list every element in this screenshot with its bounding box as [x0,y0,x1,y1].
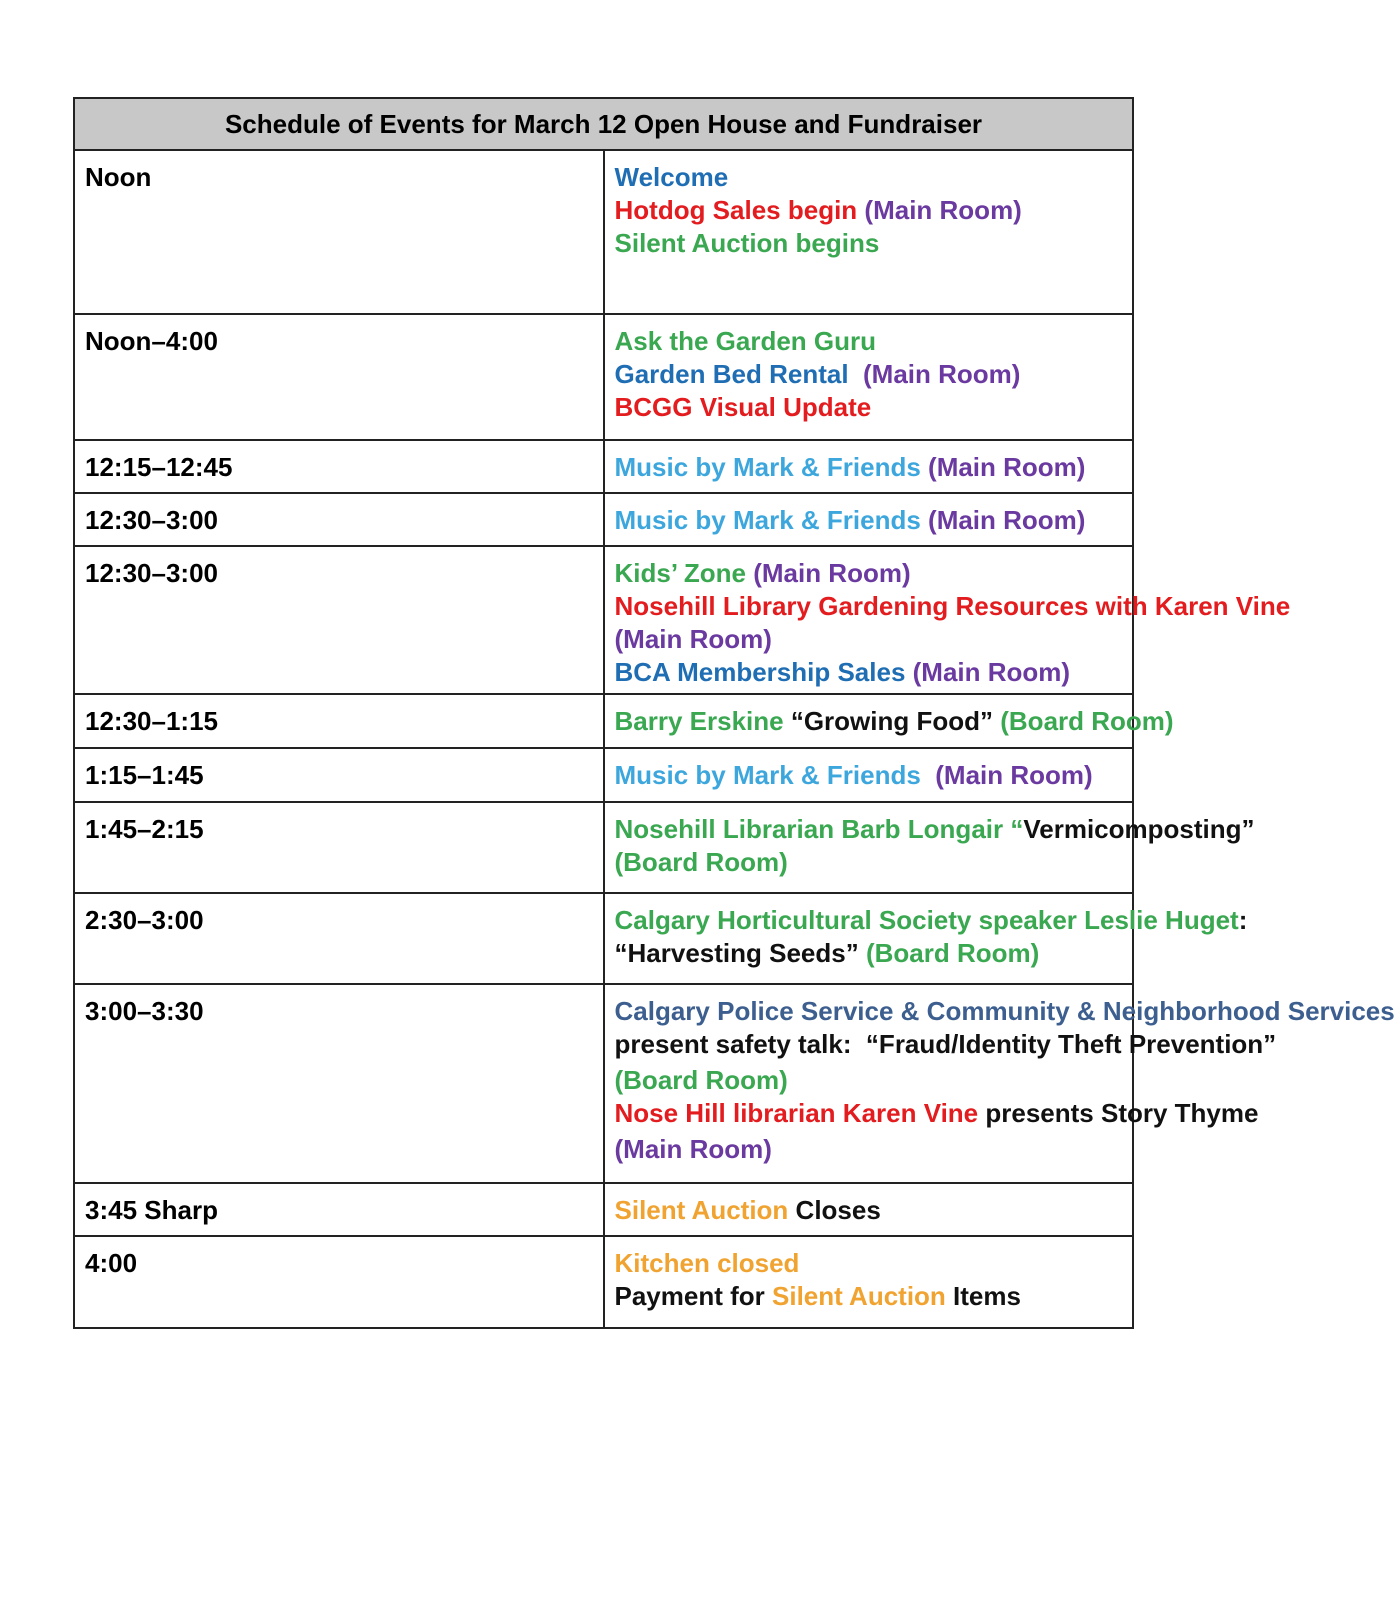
event-time: 4:00 [74,1236,604,1328]
schedule-row [74,440,1133,493]
schedule-row [74,748,1133,802]
event-text-segment: Ask the Garden Guru [614,326,876,356]
schedule-row [74,984,1133,1183]
event-details [604,493,1134,546]
event-text-segment: (Board Room) [614,847,788,877]
event-line [615,391,1133,424]
event-details [604,984,1395,1183]
event-text-segment: Nosehill Librarian Barb Longair “ [614,814,1024,844]
schedule-title: Schedule of Events for March 12 Open House and Fundraiser [74,98,1133,150]
event-line [615,227,1133,260]
event-time: 12:30–1:15 [74,694,604,748]
event-text-segment: (Board Room) [1000,706,1174,736]
event-text-segment: : [1238,905,1248,935]
event-text-segment: (Main Room) [935,760,1093,790]
event-text-segment: Silent Auction [614,1195,796,1225]
event-text-segment: (Main Room) [614,1134,772,1164]
event-text-segment: Music by Mark & Friends [614,452,929,482]
schedule-row [74,493,1133,546]
schedule-row [74,694,1133,748]
event-text-segment: Silent Auction begins [614,228,880,258]
event-text-segment: (Board Room) [614,1065,788,1095]
event-time: Noon–4:00 [74,314,604,440]
event-details [604,314,1134,440]
event-line [615,504,1133,537]
event-line [615,1133,1133,1166]
event-text-segment: Hotdog Sales begin [614,195,865,225]
event-time: 1:45–2:15 [74,802,604,893]
event-text-segment: (Main Room) [753,558,911,588]
event-line [615,358,1133,391]
event-text-segment: Calgary Police Service & Community & Neighborhood Services [614,996,1395,1026]
schedule-row [74,893,1133,984]
event-line [614,1028,1277,1061]
event-line [615,656,1133,689]
event-text-segment: Kids’ Zone [614,558,754,588]
event-line [614,995,1395,1028]
event-text-segment: (Main Room) [912,657,1071,687]
event-text-segment: Music by Mark & Friends [614,760,936,790]
event-time: 12:15–12:45 [74,440,604,493]
event-line [615,325,1133,358]
event-text-segment: present safety talk: “Fraud/Identity Theft Prevention” [614,1029,1277,1059]
event-line [615,194,1133,227]
event-text-segment: BCA Membership Sales [614,657,913,687]
schedule-row [74,1183,1133,1236]
schedule-table [73,97,1395,1329]
schedule-header-row [74,98,1133,150]
event-text-segment: (Main Room) [928,505,1086,535]
event-line [615,846,1133,879]
event-text-segment: (Main Room) [864,195,1022,225]
event-line [615,451,1133,484]
event-text-segment: presents Story Thyme [985,1098,1259,1128]
event-time: Noon [74,150,604,314]
event-text-segment: (Main Room) [614,624,772,654]
event-text-segment: (Main Room) [863,359,1021,389]
event-line [614,1097,1259,1130]
event-line [614,813,1255,846]
event-text-segment: Silent Auction [772,1281,954,1311]
event-line [615,1280,1133,1313]
event-time: 12:30–3:00 [74,546,604,694]
event-details [604,893,1248,984]
event-text-segment: Calgary Horticultural Society speaker Leslie Huget [614,905,1239,935]
event-line [614,590,1291,623]
event-text-segment: BCGG Visual Update [614,392,872,422]
event-line [615,557,1133,590]
event-text-segment: Welcome [614,162,729,192]
event-time: 3:00–3:30 [74,984,604,1183]
event-line [615,623,1133,656]
event-line [615,759,1133,792]
event-line [614,705,1174,738]
event-text-segment: (Board Room) [865,938,1040,968]
schedule-row [74,150,1133,314]
event-details [604,440,1134,493]
event-line [615,1064,1133,1097]
event-line [615,1247,1133,1280]
event-details [604,1183,1134,1236]
event-text-segment: (Main Room) [928,452,1086,482]
event-line [614,904,1248,937]
event-details [604,802,1255,893]
schedule-row [74,546,1133,694]
event-text-segment: Closes [795,1195,881,1225]
event-text-segment: “Harvesting Seeds” [614,938,866,968]
event-text-segment: Kitchen closed [614,1248,800,1278]
event-text-segment: Payment for [614,1281,772,1311]
event-details [604,748,1134,802]
event-line [615,937,1133,970]
event-details [604,694,1174,748]
event-details [604,1236,1134,1328]
event-details [604,546,1291,694]
schedule-row [74,314,1133,440]
event-time: 2:30–3:00 [74,893,604,984]
event-text-segment: Vermicomposting” [1023,814,1255,844]
event-text-segment: Nose Hill librarian Karen Vine [614,1098,986,1128]
schedule-row [74,802,1133,893]
event-text-segment: Music by Mark & Friends [614,505,929,535]
event-details [604,150,1134,314]
event-time: 3:45 Sharp [74,1183,604,1236]
event-text-segment: Garden Bed Rental [614,359,863,389]
event-time: 1:15–1:45 [74,748,604,802]
schedule-body [74,150,1395,1328]
event-text-segment: Nosehill Library Gardening Resources with Karen Vine [614,591,1291,621]
event-line [615,161,1133,194]
event-text-segment: Items [953,1281,1021,1311]
event-text-segment: “Growing Food” [790,706,1001,736]
event-text-segment: Barry Erskine [614,706,791,736]
schedule-row [74,1236,1133,1328]
event-line [615,1194,1133,1227]
event-time: 12:30–3:00 [74,493,604,546]
